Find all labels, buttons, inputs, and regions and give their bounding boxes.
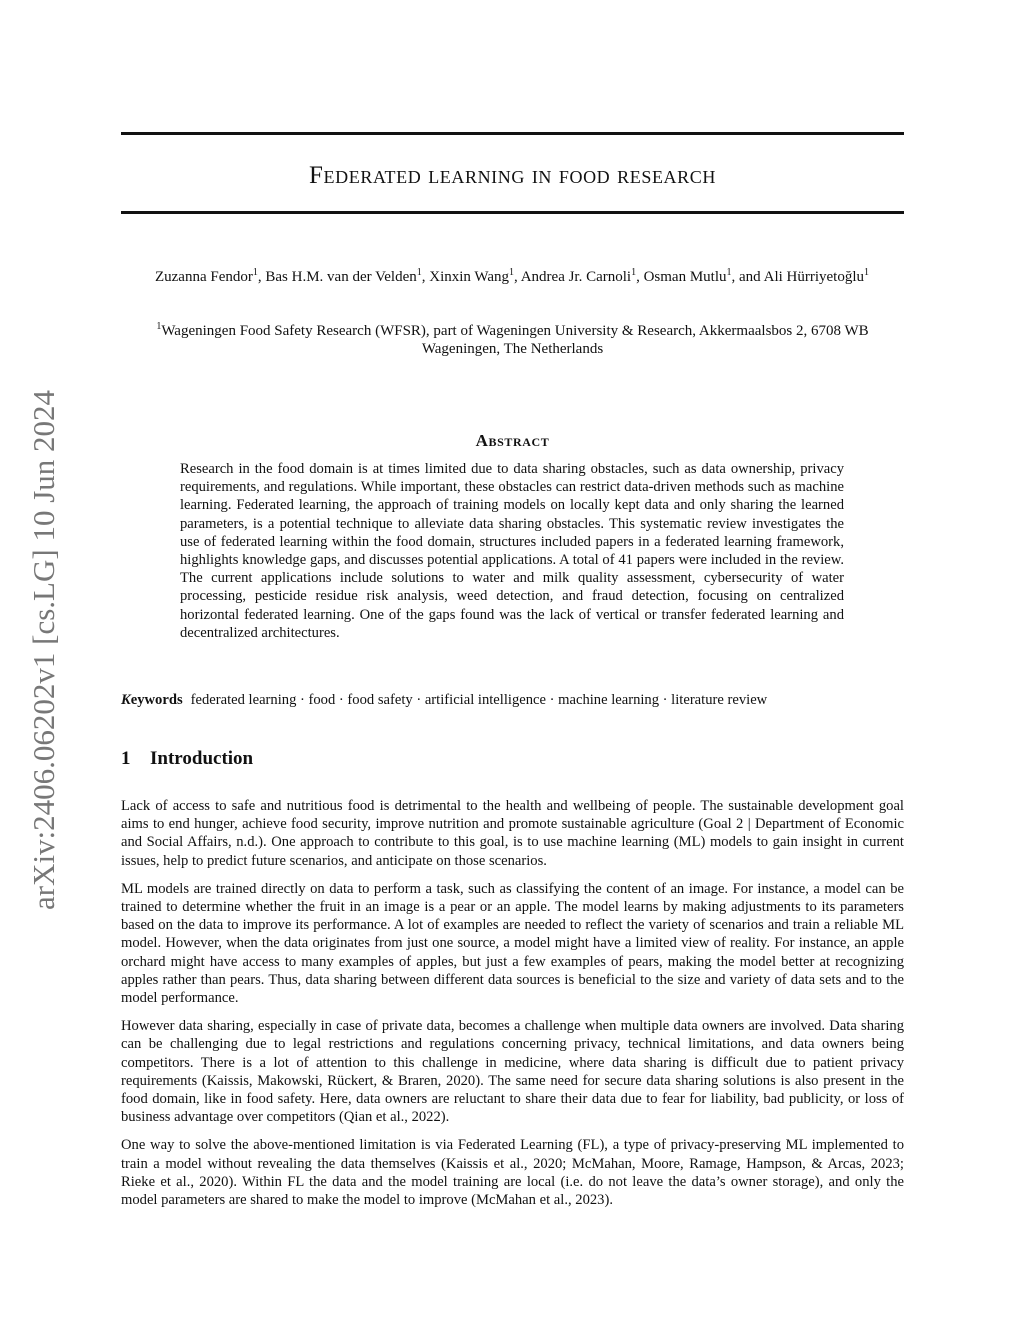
author: Bas H.M. van der Velden$^1$, <box>265 267 430 285</box>
paper-title: Federated learning in food research <box>309 162 716 189</box>
abstract-heading: Abstract <box>475 431 550 450</box>
paragraph: ML models are trained directly on data to perform a task, such as classifying the content of an image. For instance, a model can be trained to determine whether the fruit in an image is a pear or an apple. The model learns by making adjustments to its parameters based on the data to improve its performance. A lot of examples are needed to reflect the variety of scenarios and train a reliable ML model. However, when the data originates from just one source, a model might have a limited view of reality. For instance, an apple orchard might have access to many examples of apples, but just a few examples of pears, making the model better at recognizing apples rather than pears. Thus, data sharing between different data sources is beneficial to the size and variety of data sets and to the model performance. <box>121 880 904 1007</box>
title-rule-bottom <box>121 211 904 214</box>
paragraph: Lack of access to safe and nutritious food is detrimental to the health and wellbeing of people. The sustainable development goal aims to end hunger, achieve food security, improve nutrition and promote sustainable agriculture (Goal 2 | Department of Economic and Social Affairs, n.d.). One approach to contribute to this goal, is to use machine learning (ML) models to gain insight in current issues, help to predict future scenarios, and anticipate on those scenarios. <box>121 798 904 869</box>
author: Zuzanna Fendor$^1$, <box>154 267 266 285</box>
author: Osman Mutlu$^1$, and <box>643 267 764 285</box>
author-list <box>150 268 874 286</box>
introduction-body <box>121 797 904 1219</box>
keywords-label: Keywords <box>121 692 183 708</box>
keywords <box>121 691 904 709</box>
author: Ali Hürriyetoğlu$^1$ <box>763 267 870 285</box>
author: Andrea Jr. Carnoli$^1$, <box>520 267 644 285</box>
arxiv-sidebar-stamp <box>22 355 66 945</box>
title-rule-top <box>121 132 904 135</box>
section-number: 1 <box>121 748 131 769</box>
author: Xinxin Wang$^1$, <box>429 267 521 285</box>
section-title: Introduction <box>150 748 254 769</box>
paragraph: One way to solve the above-mentioned limitation is via Federated Learning (FL), a type of privacy-preserving ML implemented to train a model without revealing the data themselves (Kaissis et al., 2020; McMahan, Moore, Ramage, Hampson, & Arcas, 2023; Rieke et al., 2020). Within FL the data and the model training are local (i.e. do not leave the data’s owner storage), and only the model parameters are shared to make the model to improve (McMahan et al., 2023). <box>121 1137 904 1209</box>
arxiv-identifier: arXiv:2406.06202v1 [cs.LG] 10 Jun 2024 <box>26 389 61 911</box>
keywords-list: federated learning · food · food safety · artificial intelligence · machine learning · literature review <box>190 692 768 708</box>
abstract-text: Research in the food domain is at times limited due to data sharing obstacles, such as data ownership, privacy requirements, and regulations. While important, these obstacles can restrict data-driven methods such as machine learning. Federated learning, the approach of training models on locally kept data and only sharing the learned parameters, is a potential technique to alleviate data sharing obstacles. This systematic review investigates the use of federated learning within the food domain, structures included papers in a federated learning framework, highlights knowledge gaps, and discusses potential applications. A total of 41 papers were included in the review. The current applications include solutions to water and milk quality assessment, cybersecurity of water processing, pesticide residue risk analysis, weed detection, and fraud detection, focusing on centralized horizontal federated learning. One of the gaps found was the lack of vertical or transfer federated learning and decentralized architectures. <box>180 461 844 641</box>
affiliation: $^1$Wageningen Food Safety Research (WFSR), part of Wageningen University & Research, Akkermaalsbos 2, 6708 WB Wageningen, The Netherlands <box>156 321 869 357</box>
paragraph: However data sharing, especially in case of private data, becomes a challenge when multiple data owners are involved. Data sharing can be challenging due to legal restrictions and regulations concerning privacy, technical limitations, and data owners being competitors. There is a lot of attention to this challenge in medicine, where data sharing is difficult due to patient privacy requirements (Kaissis, Makowski, Rückert, & Braren, 2020). The same need for secure data sharing solutions is also present in the food domain, like in food safety. Here, data owners are reluctant to share their data due to fear for liability, bad publicity, or loss of business advantage over competitors (Qian et al., 2022). <box>121 1018 904 1126</box>
section-heading-introduction <box>121 748 253 770</box>
